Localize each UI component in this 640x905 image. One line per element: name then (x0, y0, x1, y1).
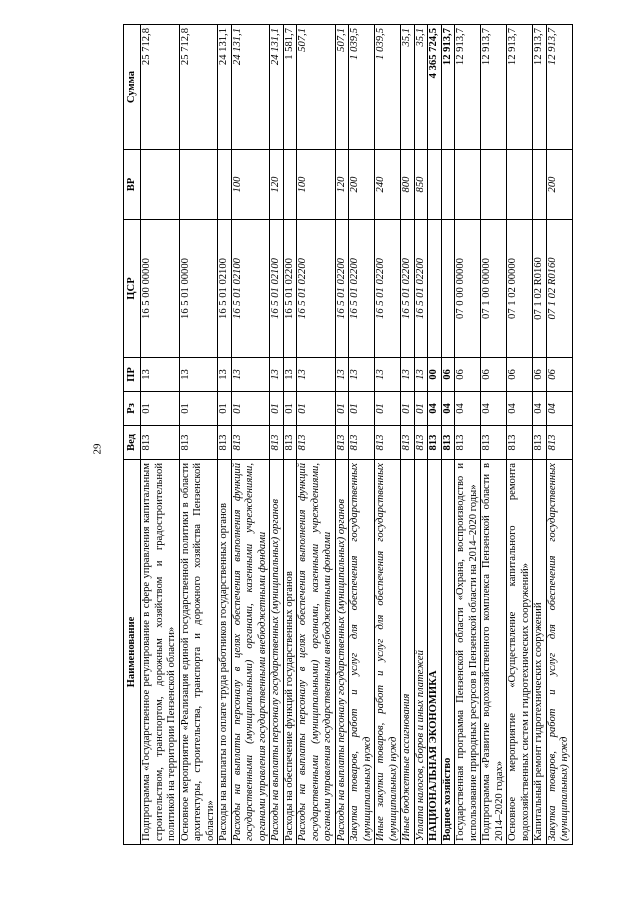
table-header-row (124, 25, 141, 845)
cell-csr: 16 5 01 02200 (335, 220, 349, 358)
cell-sum: 1 039,5 (349, 25, 375, 150)
cell-pr: 06 (455, 358, 481, 392)
cell-sum: 25 712,8 (179, 25, 218, 150)
cell-pr: 06 (507, 358, 533, 392)
cell-vr (283, 150, 297, 220)
cell-vr: 100 (231, 150, 270, 220)
header-name: Наименование (124, 460, 141, 845)
cell-rz: 01 (141, 392, 180, 426)
cell-csr: 16 5 01 02200 (283, 220, 297, 358)
cell-name: НАЦИОНАЛЬНАЯ ЭКОНОМИКА (428, 460, 442, 845)
cell-name: Расходы на выплаты персоналу в целях обеспечения выполнения функций государственными (муниципальными) органами, казенными учреждениями, органами управления государственными внебюджетными фондами (297, 460, 336, 845)
cell-csr: 07 0 00 00000 (455, 220, 481, 358)
cell-name: Расходы на выплаты персоналу государственных (муниципальных) органов (270, 460, 284, 845)
cell-name: Расходы на обеспечение функций государственных органов (283, 460, 297, 845)
table-row (231, 25, 270, 845)
cell-name: Закупка товаров, работ и услуг для обеспечения государственных (муниципальных) нужд (349, 460, 375, 845)
cell-pr: 00 (428, 358, 442, 392)
cell-ved: 813 (218, 426, 232, 460)
table-row (179, 25, 218, 845)
cell-name: Капитальный ремонт гидротехнических сооружений (533, 460, 547, 845)
cell-pr: 13 (179, 358, 218, 392)
cell-sum: 507,1 (335, 25, 349, 150)
header-csr: ЦСР (124, 220, 141, 358)
cell-ved: 813 (428, 426, 442, 460)
table-row (428, 25, 442, 845)
cell-name: Водное хозяйство (441, 460, 455, 845)
cell-vr (507, 150, 533, 220)
cell-csr: 16 5 01 00000 (179, 220, 218, 358)
header-pr: ПР (124, 358, 141, 392)
cell-rz: 01 (401, 392, 415, 426)
cell-csr (441, 220, 455, 358)
cell-vr: 100 (297, 150, 336, 220)
cell-sum: 507,1 (297, 25, 336, 150)
cell-rz: 04 (455, 392, 481, 426)
cell-name: Иные бюджетные ассигнования (401, 460, 415, 845)
cell-sum: 1 039,5 (375, 25, 401, 150)
cell-pr: 13 (414, 358, 428, 392)
cell-pr: 06 (441, 358, 455, 392)
cell-ved: 813 (297, 426, 336, 460)
cell-pr: 13 (401, 358, 415, 392)
cell-sum: 25 712,8 (141, 25, 180, 150)
cell-sum: 1 581,7 (283, 25, 297, 150)
cell-csr (428, 220, 442, 358)
cell-csr: 16 5 01 02200 (375, 220, 401, 358)
cell-vr (481, 150, 507, 220)
cell-rz: 01 (375, 392, 401, 426)
cell-rz: 04 (546, 392, 572, 426)
cell-name: Уплата налогов, сборов и иных платежей (414, 460, 428, 845)
cell-ved: 813 (335, 426, 349, 460)
cell-sum: 4 365 724,5 (428, 25, 442, 150)
cell-rz: 04 (481, 392, 507, 426)
table-row (218, 25, 232, 845)
cell-rz: 01 (335, 392, 349, 426)
cell-csr: 16 5 01 02200 (401, 220, 415, 358)
table-row (270, 25, 284, 845)
table-row (283, 25, 297, 845)
cell-sum: 12 913,7 (546, 25, 572, 150)
table-row (335, 25, 349, 845)
table-row (375, 25, 401, 845)
cell-rz: 01 (179, 392, 218, 426)
header-sum: Сумма (124, 25, 141, 150)
cell-pr: 13 (231, 358, 270, 392)
cell-csr: 07 1 02 00000 (507, 220, 533, 358)
table-row (297, 25, 336, 845)
cell-ved: 813 (283, 426, 297, 460)
cell-csr: 07 1 02 R0160 (533, 220, 547, 358)
cell-name: Основное мероприятие «Осуществление капитального ремонта водохозяйственных систем и гидротехнических сооружений» (507, 460, 533, 845)
cell-name: Государственная программа Пензенской области «Охрана, воспроизводство и использование природных ресурсов в Пензенской области на 2014–2020 годы» (455, 460, 481, 845)
cell-rz: 01 (349, 392, 375, 426)
cell-pr: 13 (335, 358, 349, 392)
cell-rz: 01 (297, 392, 336, 426)
cell-sum: 35,1 (401, 25, 415, 150)
cell-vr (441, 150, 455, 220)
cell-sum: 24 131,1 (270, 25, 284, 150)
cell-ved: 813 (141, 426, 180, 460)
table-row (481, 25, 507, 845)
header-rz: Рз (124, 392, 141, 426)
table-row (441, 25, 455, 845)
cell-sum: 24 131,1 (218, 25, 232, 150)
cell-pr: 13 (218, 358, 232, 392)
cell-name: Иные закупки товаров, работ и услуг для обеспечения государственных (муниципальных) нужд (375, 460, 401, 845)
page-number: 29 (91, 443, 104, 455)
cell-vr: 120 (270, 150, 284, 220)
cell-sum: 12 913,7 (533, 25, 547, 150)
cell-vr (428, 150, 442, 220)
cell-csr: 16 5 01 02200 (349, 220, 375, 358)
cell-sum: 12 913,7 (455, 25, 481, 150)
cell-pr: 13 (283, 358, 297, 392)
cell-pr: 13 (270, 358, 284, 392)
budget-table (123, 24, 573, 845)
cell-rz: 01 (414, 392, 428, 426)
cell-ved: 813 (507, 426, 533, 460)
cell-rz: 04 (507, 392, 533, 426)
cell-rz: 01 (270, 392, 284, 426)
cell-ved: 813 (349, 426, 375, 460)
cell-rz: 01 (283, 392, 297, 426)
cell-rz: 04 (441, 392, 455, 426)
cell-sum: 35,1 (414, 25, 428, 150)
cell-ved: 813 (481, 426, 507, 460)
cell-csr: 16 5 01 02200 (414, 220, 428, 358)
cell-ved: 813 (401, 426, 415, 460)
cell-name: Расходы на выплаты персоналу в целях обеспечения выполнения функций государственными (муниципальными) органами, казенными учреждениями, органами управления государственными внебюджетными фондами (231, 460, 270, 845)
cell-name: Подпрограмма «Государственное регулирование в сфере управления капитальным строительством, транспортом, дорожным хозяйством и градостроительной политикой на территории Пензенской области» (141, 460, 180, 845)
cell-ved: 813 (455, 426, 481, 460)
cell-vr (179, 150, 218, 220)
cell-name: Основное мероприятие «Реализация единой государственной политики в области архитектуры, строительства, транспорта и дорожного хозяйства Пензенской области» (179, 460, 218, 845)
cell-csr: 16 5 01 02100 (231, 220, 270, 358)
cell-sum: 24 131,1 (231, 25, 270, 150)
cell-rz: 01 (218, 392, 232, 426)
cell-vr (533, 150, 547, 220)
cell-csr: 07 1 02 R0160 (546, 220, 572, 358)
cell-rz: 01 (231, 392, 270, 426)
cell-sum: 12 913,7 (441, 25, 455, 150)
cell-pr: 13 (297, 358, 336, 392)
cell-csr: 16 5 01 02100 (270, 220, 284, 358)
cell-vr: 120 (335, 150, 349, 220)
cell-vr (218, 150, 232, 220)
cell-rz: 04 (428, 392, 442, 426)
cell-csr: 16 5 01 02200 (297, 220, 336, 358)
cell-vr (455, 150, 481, 220)
table-row (401, 25, 415, 845)
cell-ved: 813 (441, 426, 455, 460)
cell-sum: 12 913,7 (481, 25, 507, 150)
rotated-page (123, 25, 593, 845)
cell-name: Расходы на выплаты персоналу государственных (муниципальных) органов (335, 460, 349, 845)
cell-name: Расходы на выплаты по оплате труда работников государственных органов (218, 460, 232, 845)
cell-pr: 06 (533, 358, 547, 392)
table-row (533, 25, 547, 845)
cell-rz: 04 (533, 392, 547, 426)
cell-ved: 813 (546, 426, 572, 460)
cell-vr: 850 (414, 150, 428, 220)
cell-ved: 813 (179, 426, 218, 460)
cell-pr: 13 (375, 358, 401, 392)
table-row (546, 25, 572, 845)
cell-csr: 16 5 01 02100 (218, 220, 232, 358)
header-ved: Вед (124, 426, 141, 460)
table-row (507, 25, 533, 845)
cell-ved: 813 (231, 426, 270, 460)
cell-name: Закупка товаров, работ и услуг для обеспечения государственных (муниципальных) нужд (546, 460, 572, 845)
cell-name: Подпрограмма «Развитие водохозяйственного комплекса Пензенской области в 2014–2020 годах» (481, 460, 507, 845)
cell-vr (141, 150, 180, 220)
cell-vr: 800 (401, 150, 415, 220)
table-body (141, 25, 573, 845)
cell-pr: 06 (481, 358, 507, 392)
cell-ved: 813 (375, 426, 401, 460)
header-vr: ВР (124, 150, 141, 220)
cell-ved: 813 (414, 426, 428, 460)
cell-vr: 200 (546, 150, 572, 220)
table-row (349, 25, 375, 845)
table-row (141, 25, 180, 845)
cell-pr: 13 (349, 358, 375, 392)
cell-pr: 06 (546, 358, 572, 392)
cell-pr: 13 (141, 358, 180, 392)
cell-csr: 07 1 00 00000 (481, 220, 507, 358)
table-row (455, 25, 481, 845)
cell-csr: 16 5 00 00000 (141, 220, 180, 358)
cell-sum: 12 913,7 (507, 25, 533, 150)
table-row (414, 25, 428, 845)
cell-vr: 240 (375, 150, 401, 220)
cell-ved: 813 (533, 426, 547, 460)
cell-ved: 813 (270, 426, 284, 460)
cell-vr: 200 (349, 150, 375, 220)
